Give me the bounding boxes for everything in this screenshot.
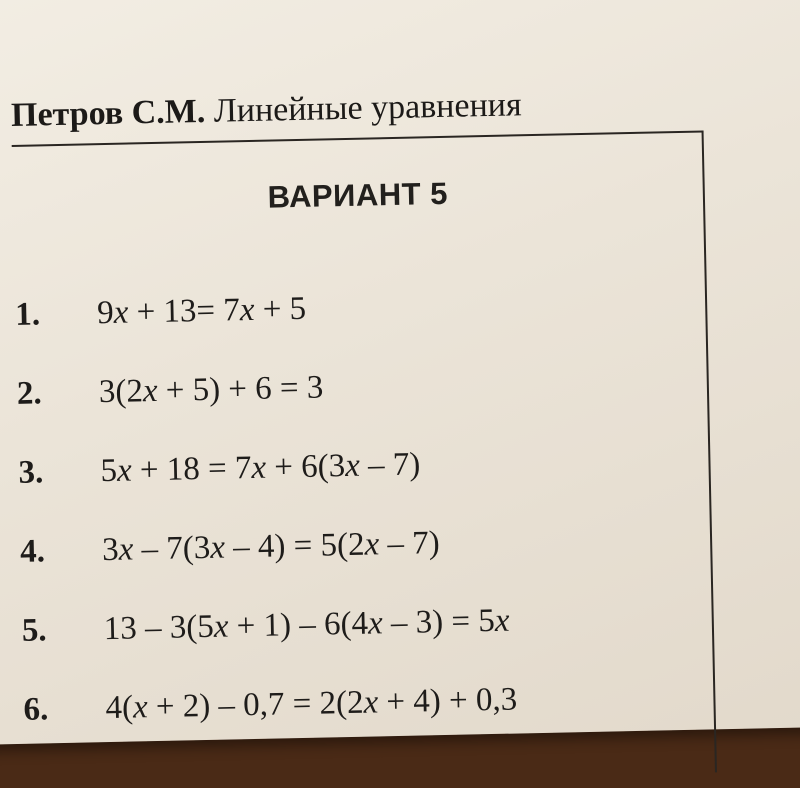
- problem-item: [17, 366, 512, 455]
- problem-number: 2.: [16, 375, 43, 412]
- page-content: [10, 86, 522, 728]
- problem-item: [18, 445, 513, 534]
- problem-number: 6.: [23, 691, 49, 728]
- problem-equation: 5x + 18 = 7x + 6(3x – 7): [100, 446, 421, 490]
- problem-equation: 3x – 7(3x – 4) = 5(2x – 7): [101, 525, 441, 569]
- problem-number: 4.: [19, 533, 46, 570]
- topic-title: Линейные уравнения: [213, 86, 522, 130]
- problem-item: [15, 287, 510, 376]
- problem-number: 3.: [18, 454, 44, 491]
- author-name: Петров С.М.: [10, 92, 206, 134]
- problem-number: 5.: [21, 612, 47, 649]
- problem-item: [20, 524, 515, 613]
- problem-list: [15, 287, 519, 771]
- exercise-box: [12, 130, 717, 786]
- problem-equation: 4(x + 2) – 0,7 = 2(2x + 4) + 0,3: [105, 681, 518, 727]
- problem-item: [23, 681, 518, 770]
- page-header: [11, 86, 522, 135]
- problem-number: 1.: [14, 296, 41, 333]
- variant-heading: ВАРИАНТ 5: [267, 175, 449, 215]
- problem-equation: 3(2x + 5) + 6 = 3: [98, 369, 324, 411]
- problem-equation: 13 – 3(5x + 1) – 6(4x – 3) = 5x: [103, 602, 510, 648]
- problem-item: [21, 603, 516, 692]
- problem-equation: 9x + 13= 7x + 5: [96, 290, 307, 332]
